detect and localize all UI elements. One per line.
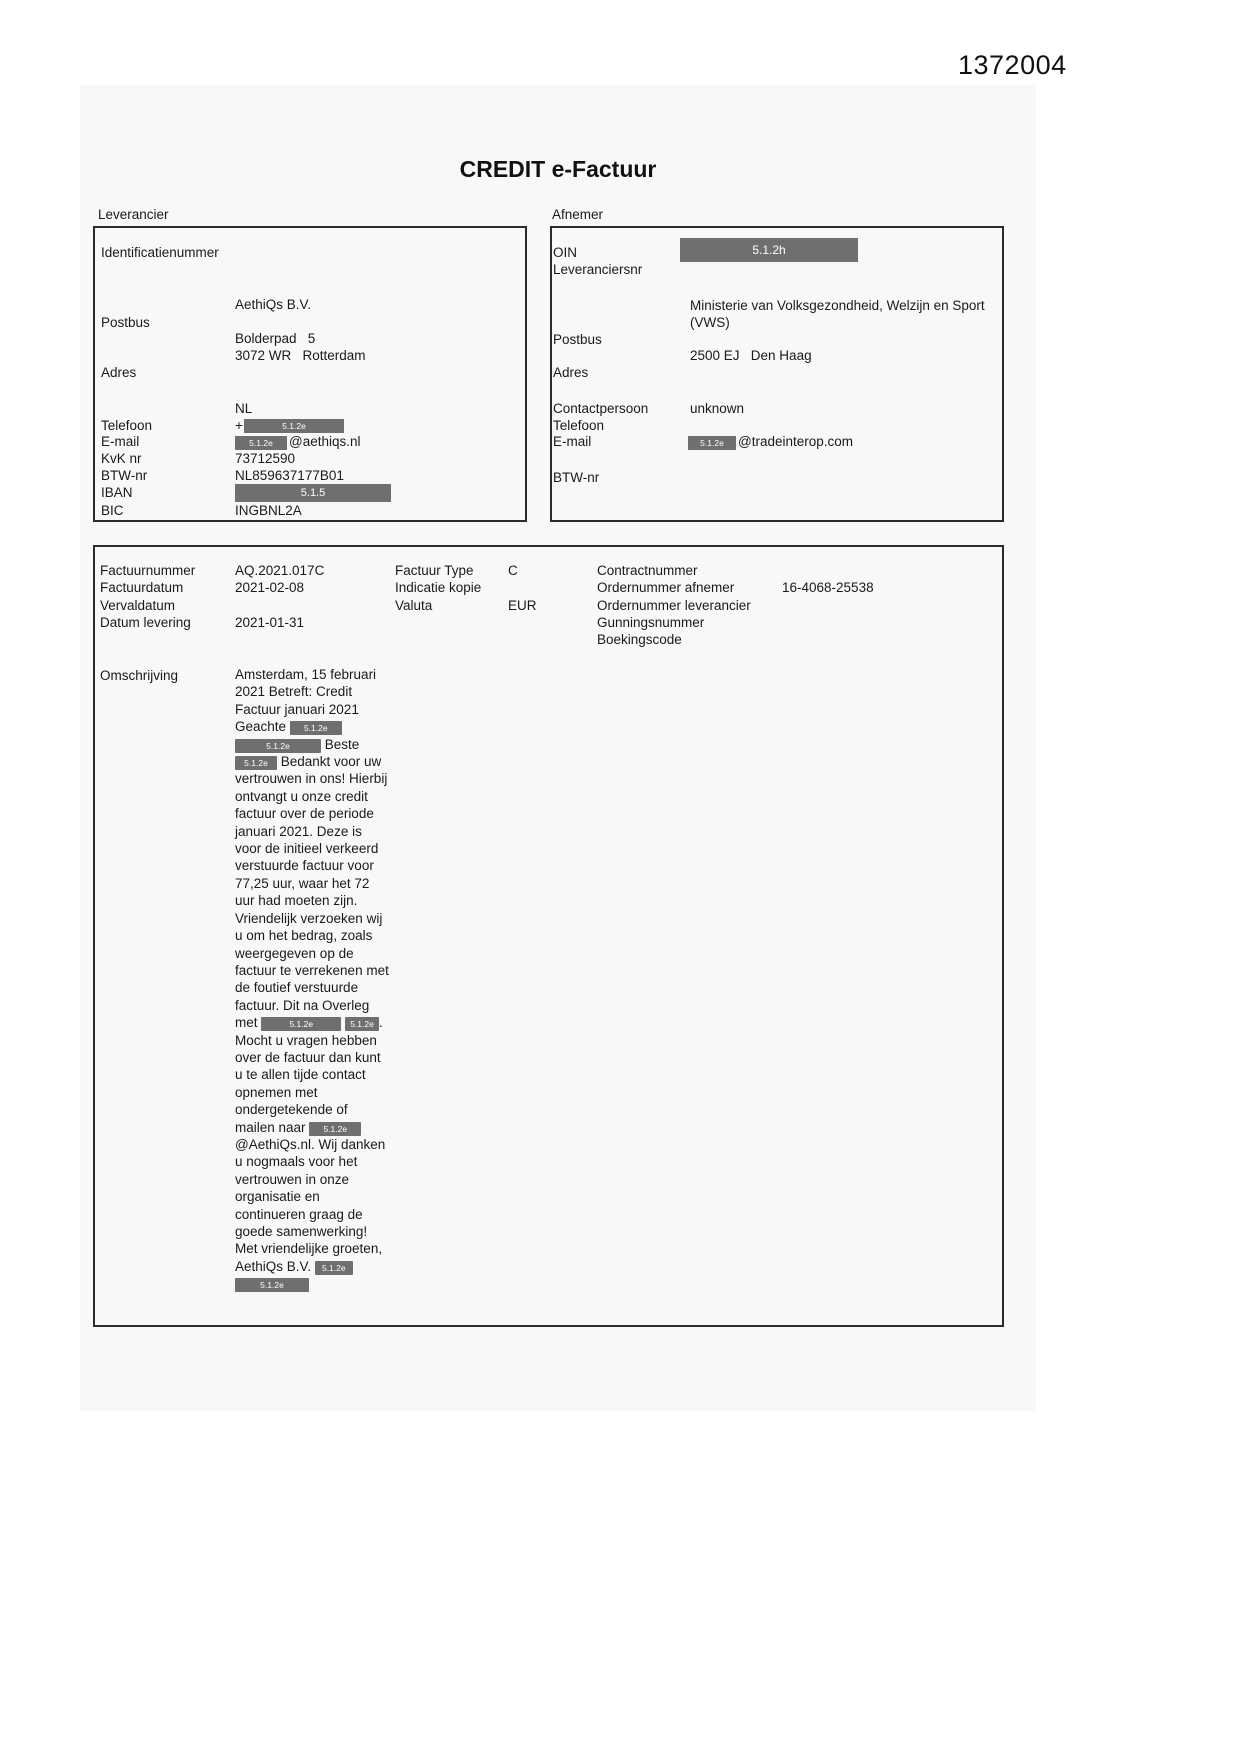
description-redaction-chip: 5.1.2e bbox=[261, 1017, 341, 1031]
description-text: . Mocht u vragen hebben over de factuur dan kunt u te allen tijde contact opnemen met ondergetekende of mailen naar bbox=[235, 1015, 383, 1135]
invoice-label-ordernummer-afnemer: Ordernummer afnemer bbox=[597, 580, 735, 595]
customer-contact-person: unknown bbox=[690, 401, 745, 416]
description-redaction-chip: 5.1.2e bbox=[309, 1122, 361, 1136]
description-redaction-chip: 5.1.2e bbox=[315, 1261, 353, 1275]
customer-section-heading: Afnemer bbox=[552, 207, 604, 222]
supplier-label-email: E-mail bbox=[101, 434, 140, 449]
description-redaction-chip: 5.1.2e bbox=[235, 756, 277, 770]
description-text: Bedankt voor uw vertrouwen in ons! Hierbij ontvangt u onze credit factuur over de periode januari 2021. Deze is voor de initieel verkeerd verstuurde factuur voor 77,25 uur, waar het 72 uur had moeten zijn. Vriendelijk verzoeken wij u om het bedrag, zoals weergegeven op de factuur te verrekenen met de foutief verstuurde factuur. Dit na Overleg met bbox=[235, 754, 389, 1031]
invoice-label-factuurnummer: Factuurnummer bbox=[100, 563, 196, 578]
customer-label-adres: Adres bbox=[553, 365, 589, 380]
customer-label-btw: BTW-nr bbox=[553, 470, 600, 485]
supplier-label-bic: BIC bbox=[101, 503, 124, 518]
customer-email-domain: @tradeinterop.com bbox=[738, 434, 854, 449]
supplier-email-domain: @aethiqs.nl bbox=[289, 434, 361, 449]
description-redaction-chip: 5.1.2e bbox=[235, 1278, 309, 1292]
invoice-label-boekingscode: Boekingscode bbox=[597, 632, 682, 647]
supplier-label-telefoon: Telefoon bbox=[101, 418, 153, 433]
invoice-delivery-date: 2021-01-31 bbox=[235, 615, 305, 630]
document-title: CREDIT e-Factuur bbox=[459, 156, 657, 182]
customer-label-telefoon: Telefoon bbox=[553, 418, 605, 433]
supplier-company-name: AethiQs B.V. bbox=[235, 297, 312, 312]
customer-label-leveranciersnr: Leveranciersnr bbox=[553, 262, 643, 277]
supplier-country: NL bbox=[235, 401, 253, 416]
supplier-btw-number: NL859637177B01 bbox=[235, 468, 344, 483]
invoice-label-contractnummer: Contractnummer bbox=[597, 563, 698, 578]
supplier-label-btw: BTW-nr bbox=[101, 468, 148, 483]
supplier-iban-redaction-chip: 5.1.5 bbox=[235, 484, 391, 502]
customer-label-contactpersoon: Contactpersoon bbox=[553, 401, 649, 416]
supplier-label-adres: Adres bbox=[101, 365, 137, 380]
invoice-label-valuta: Valuta bbox=[395, 598, 433, 613]
supplier-label-iban: IBAN bbox=[101, 485, 133, 500]
customer-city: 2500 EJ Den Haag bbox=[690, 348, 812, 363]
customer-label-email: E-mail bbox=[553, 434, 592, 449]
description-text: Amsterdam, 15 februari 2021 Betreft: Credit Factuur januari 2021 Geachte bbox=[235, 667, 377, 735]
supplier-email-redaction-chip: 5.1.2e bbox=[235, 436, 287, 450]
invoice-currency: EUR bbox=[508, 598, 537, 613]
supplier-kvk-number: 73712590 bbox=[235, 451, 296, 466]
customer-label-oin: OIN bbox=[553, 245, 578, 260]
invoice-description bbox=[235, 666, 391, 1293]
supplier-label-postbus: Postbus bbox=[101, 315, 150, 330]
invoice-label-omschrijving: Omschrijving bbox=[100, 668, 179, 683]
supplier-label-kvk: KvK nr bbox=[101, 451, 142, 466]
invoice-type: C bbox=[508, 563, 518, 578]
customer-name: Ministerie van Volksgezondheid, Welzijn en Sport (VWS) bbox=[690, 298, 985, 330]
customer-email-redaction-chip: 5.1.2e bbox=[688, 436, 736, 450]
supplier-section-heading: Leverancier bbox=[98, 207, 169, 222]
supplier-phone-redaction-chip: 5.1.2e bbox=[244, 419, 344, 433]
invoice-date: 2021-02-08 bbox=[235, 580, 305, 595]
description-redaction-chip: 5.1.2e bbox=[235, 739, 321, 753]
document-number: 1372004 bbox=[958, 50, 1067, 80]
supplier-city: 3072 WR Rotterdam bbox=[235, 348, 366, 363]
description-text: Beste bbox=[321, 736, 360, 752]
invoice-label-factuur-type: Factuur Type bbox=[395, 563, 474, 578]
invoice-box bbox=[93, 545, 1004, 1327]
invoice-label-datum-levering: Datum levering bbox=[100, 615, 191, 630]
description-redaction-chip: 5.1.2e bbox=[345, 1017, 379, 1031]
supplier-bic: INGBNL2A bbox=[235, 503, 302, 518]
customer-label-postbus: Postbus bbox=[553, 332, 602, 347]
invoice-label-ordernummer-leverancier: Ordernummer leverancier bbox=[597, 598, 751, 613]
customer-oin-redaction-chip: 5.1.2h bbox=[680, 238, 858, 262]
invoice-order-number-customer: 16-4068-25538 bbox=[782, 580, 874, 595]
invoice-label-gunningsnummer: Gunningsnummer bbox=[597, 615, 705, 630]
supplier-street: Bolderpad 5 bbox=[235, 331, 316, 346]
description-redaction-chip: 5.1.2e bbox=[290, 721, 342, 735]
description-text: @AethiQs.nl. Wij danken u nogmaals voor het vertrouwen in onze organisatie en continueren graag de goede samenwerking! Met vriendelijke groeten, AethiQs B.V. bbox=[235, 1136, 386, 1274]
supplier-phone-prefix: + bbox=[235, 418, 243, 433]
invoice-label-vervaldatum: Vervaldatum bbox=[100, 598, 176, 613]
supplier-label-identificatienummer: Identificatienummer bbox=[101, 245, 219, 260]
invoice-label-factuurdatum: Factuurdatum bbox=[100, 580, 184, 595]
invoice-number: AQ.2021.017C bbox=[235, 563, 325, 578]
invoice-label-indicatie-kopie: Indicatie kopie bbox=[395, 580, 482, 595]
